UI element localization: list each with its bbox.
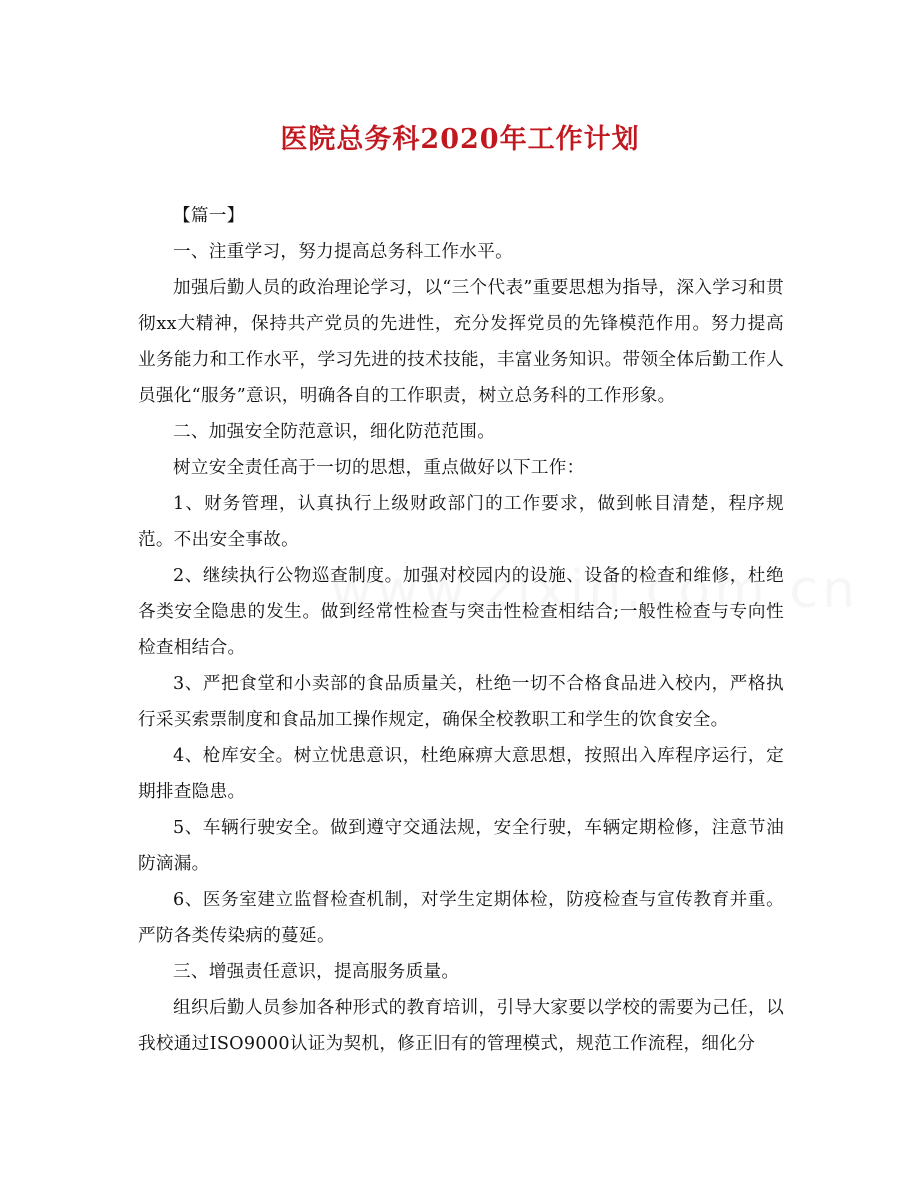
list-item: 6、医务室建立监督检查机制，对学生定期体检，防疫检查与宣传教育并重。严防各类传染病的蔓延。 [138,890,784,946]
heading-1: 一、注重学习，努力提高总务科工作水平。 [173,242,513,262]
list-item: 5、车辆行驶安全。做到遵守交通法规，安全行驶，车辆定期检修，注意节油防滴漏。 [138,818,784,874]
paragraph: 树立安全责任高于一切的思想，重点做好以下工作： [173,458,585,478]
list-item: 1、财务管理，认真执行上级财政部门的工作要求，做到帐目清楚，程序规范。不出安全事故。 [138,494,784,550]
section-label: 【篇一】 [173,206,245,226]
document-body [138,198,784,1062]
paragraph: 组织后勤人员参加各种形式的教育培训，引导大家要以学校的需要为己任，以我校通过ISO9000认证为契机，修正旧有的管理模式，规范工作流程，细化分 [138,998,784,1054]
heading-3: 三、增强责任意识，提高服务质量。 [173,962,460,982]
paragraph: 加强后勤人员的政治理论学习，以“三个代表”重要思想为指导，深入学习和贯彻xx大精神，保持共产党员的先进性，充分发挥党员的先锋模范作用。努力提高业务能力和工作水平，学习先进的技术技能，丰富业务知识。带领全体后勤工作人员强化“服务”意识，明确各自的工作职责，树立总务科的工作形象。 [138,278,784,406]
list-item: 2、继续执行公物巡查制度。加强对校园内的设施、设备的检查和维修，杜绝各类安全隐患的发生。做到经常性检查与突击性检查相结合;一般性检查与专向性检查相结合。 [138,566,784,658]
heading-2: 二、加强安全防范意识，细化防范范围。 [173,422,496,442]
page-title: 医院总务科2020年工作计划 [280,124,640,155]
list-item: 3、严把食堂和小卖部的食品质量关，杜绝一切不合格食品进入校内，严格执行采买索票制度和食品加工操作规定，确保全校教职工和学生的饮食安全。 [138,674,784,730]
list-item: 4、枪库安全。树立忧患意识，杜绝麻痹大意思想，按照出入库程序运行，定期排查隐患。 [138,746,784,802]
